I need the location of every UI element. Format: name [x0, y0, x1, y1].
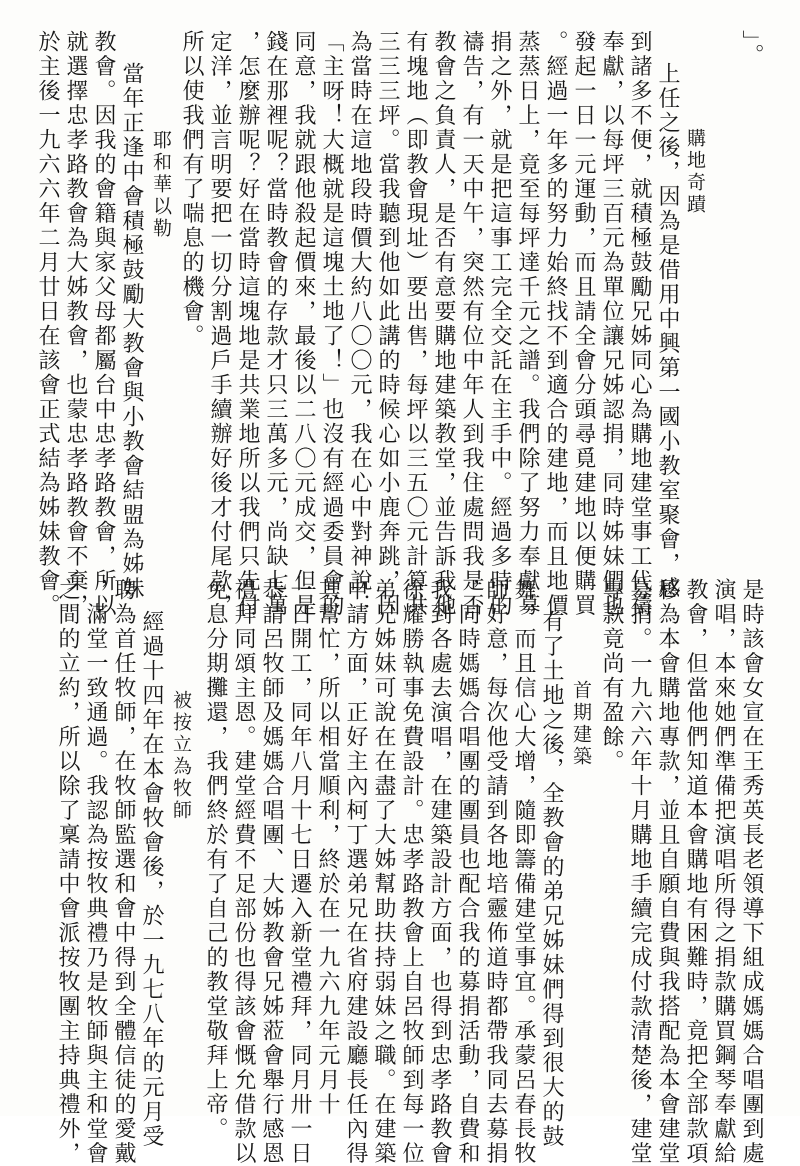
bottom-col-18: 恭請呂牧師及媽媽合唱團、大姊教會兄姊蒞會舉行感恩: [259, 578, 284, 1166]
bottom-col-10: 師好意，每次他受請到各地培靈佈道時都帶我同去募捐: [483, 578, 508, 1166]
bottom-col-11: ，同時媽媽合唱團的團員也配合我的募捐活動，自費和: [455, 578, 480, 1166]
bottom-col-26: 之間的立約，所以除了稟請中會派按牧團主持典禮外，: [55, 578, 80, 1166]
top-col-10: 禱告，有一天中午，突然有位中年人到我住處問我是否: [459, 30, 484, 618]
top-col-13: 三三三坪。當我聽到他如此講的時候心如小鹿奔跳，因: [375, 30, 400, 618]
heading-ordained-pastor: 被按立為牧師: [170, 690, 192, 822]
heading-first-construction: 首期建築: [570, 680, 592, 768]
bottom-col-17: 一日開工，同年八月十七日遷入新堂禮拜，同月卅一日: [287, 578, 312, 1166]
bottom-col-15: 申請方面，正好主內柯丁選弟兄在省府建設廳長任內得: [343, 578, 368, 1166]
bottom-col-24: 聘為首任牧師，在牧師監選和會中得到全體信徒的愛戴: [111, 578, 136, 1166]
top-col-8: 蒸蒸日上，竟至每坪達千元之譜。我們除了努力奉獻募: [515, 30, 540, 618]
bottom-col-23: 經過十四年在本會牧會後，於一九七八年的元月受: [139, 610, 164, 1149]
bottom-col-5: 專款竟尚有盈餘。: [599, 578, 624, 774]
top-col-19: 定洋，並言明要把一切分割過戶手續辦好後才付尾款，: [207, 30, 232, 618]
bottom-col-3: 移為本會購地專款，並且自願自費與我搭配為本會建堂: [655, 578, 680, 1166]
heading-jehovah-jireh: 耶和華以勒: [150, 130, 172, 240]
top-col-14: 為當時在這地段時價大約八〇〇元，我在心中對神說：: [347, 30, 372, 618]
bottom-col-19: 禮拜同頌主恩。建堂經費不足部份也得該會慨允借款以: [231, 578, 256, 1166]
top-col-17: 錢在那裡呢？當時教會的存款才只三萬多元，尚缺七萬: [263, 30, 288, 618]
top-col-12: 有塊地（即教會現址）要出售，每坪以三五〇元計算共: [403, 30, 428, 618]
half-divider: [8, 566, 792, 567]
bottom-col-0: 是時該會女宣在王秀英長老領導下組成媽媽合唱團到處: [739, 578, 764, 1166]
top-col-20: 所以使我們有了喘息的機會。: [179, 30, 204, 349]
top-col-4: 到諸多不便，就積極鼓勵兄姊同心為購地建堂事工代禱: [627, 30, 652, 618]
top-col-3: 上任之後，因為是借用中興第一國小教室聚會，感: [655, 62, 680, 601]
top-col-7: 。經過一年多的努力始終找不到適合的建地，而且地價: [543, 30, 568, 618]
bottom-col-8: 有了土地之後，全教會的弟兄姊妹們得到很大的鼓: [539, 610, 564, 1149]
top-col-16: 同意，我就跟他殺起價來，最後以二八〇元成交，但是: [291, 30, 316, 618]
top-col-25: 就選擇忠孝路教會為大姊教會，也蒙忠孝路教會不棄，: [63, 30, 88, 618]
bottom-col-9: 舞，而且信心大增，隨即籌備建堂事宜。承蒙呂春長牧: [511, 578, 536, 1166]
top-col-5: 奉獻，以每坪三百元為單位讓兄姊認捐，同時姊妹們也: [599, 30, 624, 618]
bottom-col-20: 免息分期攤還，我們終於有了自己的教堂敬拜上帝。: [203, 578, 228, 1142]
top-col-23: 當年正逢中會積極鼓勵大教會與小教會結盟為姊妹: [119, 62, 144, 601]
top-col-9: 捐之外，就是把這事工完全交託在主手中。經過多時的: [487, 30, 512, 618]
bottom-col-1: 演唱，本來她們準備把演唱所得之捐款購買鋼琴奉獻給: [711, 578, 736, 1166]
top-col-15: 「主呀！大概就是這塊土地了！」也沒有經過委員會的: [319, 30, 344, 618]
top-col-11: 教會之負責人，是否有意要購地建築教堂，並告訴我他: [431, 30, 456, 618]
heading-purchase-miracle: 購地奇蹟: [684, 128, 706, 216]
bottom-col-12: 我到各處去演唱，在建築設計方面，也得到忠孝路教會: [427, 578, 452, 1166]
top-col-18: ，怎麼辦呢？好在當時這塊地是共業地所以我們只先付: [235, 30, 260, 618]
bottom-col-4: 募捐。一九六六年十月購地手續完成付款清楚後，建堂: [627, 578, 652, 1166]
bottom-col-16: 其幫忙，所以相當順利，終於在一九六九年元月十: [315, 578, 340, 1117]
bottom-col-2: 教會，但當他們知道本會購地有困難時，竟把全部款項: [683, 578, 708, 1166]
bottom-col-14: 弟兄姊妹可說在在盡了大姊幫助扶持弱妹之職。在建築: [371, 578, 396, 1166]
top-col-0: 」。: [739, 30, 764, 68]
bottom-col-25: ，滿堂一致通過。我認為按牧典禮乃是牧師與主和堂會: [83, 578, 108, 1166]
bottom-col-13: 徐耀勝執事免費設計。忠孝路教會上自呂牧師到每一位: [399, 578, 424, 1166]
top-col-24: 教會。因我的會籍與家父母都屬台中忠孝路教會，所以: [91, 30, 116, 618]
top-col-6: 發起一日一元運動，而且請全會分頭尋覓建地以便購買: [571, 30, 596, 618]
top-col-26: 於主後一九六六年二月廿日在該會正式結為姊妹教會。: [35, 30, 60, 618]
